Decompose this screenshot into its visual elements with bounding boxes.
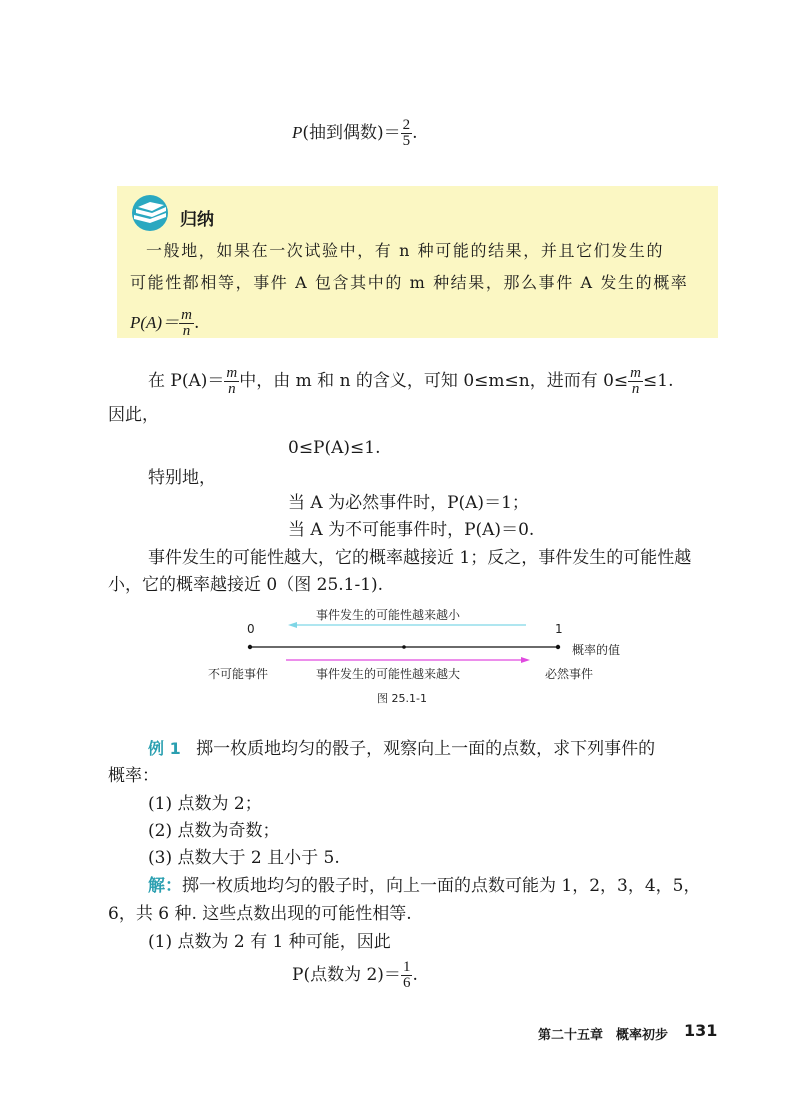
solution-line3: (1) 点数为 2 有 1 种可能，因此 [148,932,391,952]
formula-event: (抽到偶数)＝ [302,123,401,143]
magenta-arrowhead [521,657,530,663]
example-line1: 例 1 掷一枚质地均匀的骰子，观察向上一面的点数，求下列事件的 [148,739,656,759]
box-formula: P(A)＝ $\frac{m}{n}$ . [130,307,200,339]
para1-line2: 因此， [108,405,159,425]
diagram-right-label: 必然事件 [545,667,594,681]
box-title: 归纳 [180,210,214,230]
diagram-mid-label: 事件发生的可能性越来越大 [316,667,461,681]
case-impossible: 当 A 为不可能事件时，P(A)＝0. [288,520,535,540]
cyan-arrowhead [288,622,297,628]
solution-formula: P(点数为 2)＝ $\frac{1}{6}$ . [292,959,418,991]
top-formula: P(抽到偶数)＝ $\frac{2}{5}$ . [292,117,418,149]
diagram-left-label: 不可能事件 [208,667,269,681]
fraction-m-n: $\frac{m}{n}$ [181,307,192,339]
page-number: 131 [684,1021,718,1040]
diagram-zero: 0 [247,622,255,636]
diagram-value-label: 概率的值 [572,643,621,657]
fraction-2-5: $\frac{2}{5}$ [402,117,411,149]
chapter-title: 第二十五章 概率初步 [538,1028,669,1043]
example-item-1: (1) 点数为 2； [148,794,262,814]
example-item-3: (3) 点数大于 2 且小于 5. [148,848,340,868]
inequality: 0≤P(A)≤1. [288,438,381,458]
point-zero [248,645,252,649]
example-label: 例 1 [148,739,181,758]
para1-line1: 在 P(A)＝ $\frac{m}{n}$ 中，由 m 和 n 的含义，可知 0≤m≤n，进而有 0≤ $\frac{m}{n}$ ≤1. [148,365,674,397]
point-mid [402,645,406,649]
books-icon [126,193,174,233]
point-one [556,645,560,649]
box-line-1: 一般地，如果在一次试验中，有 n 种可能的结果，并且它们发生的 [146,241,665,260]
special-text: 特别地， [148,468,216,488]
example-line2: 概率： [108,766,159,786]
solution-label: 解： [148,876,182,896]
formula-p: P [292,123,303,142]
example-item-2: (2) 点数为奇数； [148,821,280,841]
solution-line1: 解：掷一枚质地均匀的骰子时，向上一面的点数可能为 1，2，3，4，5， [148,876,701,896]
para2-line2: 小，它的概率越接近 0（图 25.1-1). [108,575,384,595]
figure-caption: 图 25.1-1 [377,692,427,705]
probability-diagram [230,615,590,670]
fraction-1-6: $\frac{1}{6}$ [402,959,411,991]
diagram-top-label: 事件发生的可能性越来越小 [316,608,461,622]
para2-line1: 事件发生的可能性越大，它的概率越接近 1；反之，事件发生的可能性越 [148,548,692,568]
box-line-2: 可能性都相等，事件 A 包含其中的 m 种结果，那么事件 A 发生的概率 [130,273,689,292]
fraction-m-n-inline-2: $\frac{m}{n}$ [630,365,642,397]
solution-line2: 6，共 6 种. 这些点数出现的可能性相等. [108,904,412,924]
case-certain: 当 A 为必然事件时，P(A)＝1； [288,493,529,513]
fraction-m-n-inline: $\frac{m}{n}$ [226,365,238,397]
diagram-one: 1 [555,622,563,636]
